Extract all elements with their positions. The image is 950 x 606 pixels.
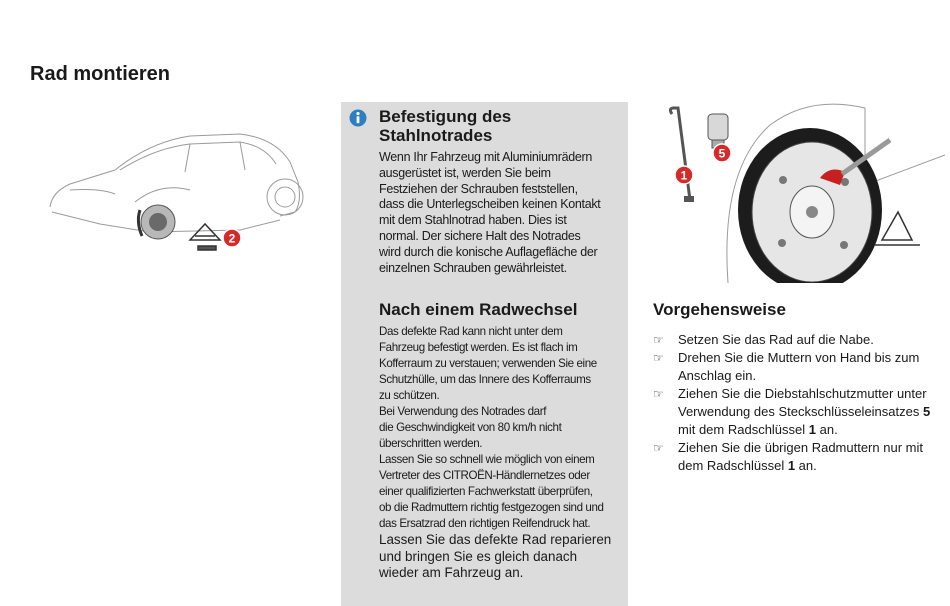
callout-5-label: 5 [718, 146, 726, 161]
text-line: einer qualifizierten Fachwerkstatt überprüfen, [379, 485, 593, 498]
after-wheel-change-text [379, 324, 624, 532]
text-line: und bringen Sie es gleich danach [379, 548, 578, 564]
text-line: Festziehen der Schrauben feststellen, [379, 181, 578, 196]
text-line: Lassen Sie so schnell wie möglich von einem [379, 453, 595, 466]
callout-1 [675, 166, 693, 184]
step-ref-wrench: 1 [808, 422, 817, 437]
text-line: normal. Der sichere Halt des Notrades [379, 228, 581, 243]
pointing-hand-icon: ☞ [653, 441, 664, 455]
text-line: das Ersatzrad den richtigen Reifendruck hat. [379, 517, 591, 530]
step-text: mit dem Radschlüssel [678, 422, 809, 437]
text-line: Wenn Ihr Fahrzeug mit Aluminiumrädern [379, 150, 593, 164]
text-line: dass die Unterlegscheiben keinen Kontakt [379, 197, 601, 212]
spare-wheel-drawing [738, 128, 882, 283]
text-line: die Geschwindigkeit von 80 km/h nicht [379, 421, 562, 434]
pointing-hand-icon: ☞ [653, 333, 664, 347]
procedure-step [653, 385, 945, 439]
callout-1-label: 1 [680, 168, 688, 183]
procedure-step [653, 439, 945, 475]
step-ref-socket: 5 [922, 404, 931, 419]
pointing-hand-icon: ☞ [653, 387, 664, 401]
step-text: an. [816, 422, 838, 437]
steel-spare-heading-line2: Stahlnotrades [379, 126, 493, 145]
step-text: an. [795, 458, 817, 473]
step-text: Drehen Sie die Muttern von Hand bis zum Anschlag ein. [678, 350, 920, 383]
page-title: Rad montieren [30, 63, 171, 85]
text-line: wieder am Fahrzeug an. [379, 565, 524, 580]
text-line: überschritten werden. [379, 437, 483, 450]
text-line: Das defekte Rad kann nicht unter dem [379, 325, 563, 338]
info-icon [349, 109, 367, 127]
steel-spare-heading-line1: Befestigung des [379, 107, 512, 126]
text-line: Fahrzeug befestigt werden. Es ist flach im [379, 341, 578, 354]
text-line: ausgerüstet ist, werden Sie beim [379, 165, 551, 180]
repair-note-text [379, 532, 624, 582]
socket-drawing [708, 114, 728, 148]
callout-2 [223, 229, 241, 247]
steel-spare-text [379, 150, 624, 276]
steel-spare-heading [379, 107, 619, 145]
procedure-heading: Vorgehensweise [653, 300, 786, 319]
jack-drawing [190, 224, 220, 250]
text-line: Lassen Sie das defekte Rad reparieren [379, 532, 612, 547]
text-line: ob die Radmuttern richtig festgezogen sind und [379, 501, 604, 514]
callout-5 [713, 144, 731, 162]
wheel-hub-drawing [138, 205, 175, 239]
text-line: Vertreter des CITROËN-Händlernetzes oder [379, 469, 590, 482]
step-ref-wrench: 1 [787, 458, 796, 473]
text-line: Kofferraum zu verstauen; verwenden Sie eine [379, 357, 597, 370]
text-line: mit dem Stahlnotrad haben. Dies ist [379, 213, 567, 228]
step-text: Ziehen Sie die übrigen Radmuttern nur mit dem Radschlüssel [678, 440, 923, 473]
text-line: wird durch die konische Auflagefläche der [379, 244, 598, 259]
car-jack-illustration [40, 112, 310, 262]
text-line: Bei Verwendung des Notrades darf [379, 405, 547, 418]
step-text: Setzen Sie das Rad auf die Nabe. [678, 332, 874, 347]
procedure-step [653, 349, 945, 385]
text-line: Schutzhülle, um das Innere des Kofferraums [379, 373, 591, 386]
text-line: zu schützen. [379, 389, 440, 402]
after-wheel-change-heading: Nach einem Radwechsel [379, 300, 578, 319]
procedure-step [653, 331, 945, 349]
wheel-wrench-illustration [650, 100, 945, 283]
procedure-steps [653, 331, 945, 475]
step-text: Ziehen Sie die Diebstahlschutzmutter unter Verwendung des Steckschlüsseleinsatzes [678, 386, 927, 419]
pointing-hand-icon: ☞ [653, 351, 664, 365]
text-line: einzelnen Schrauben gewährleistet. [379, 260, 567, 275]
callout-2-label: 2 [228, 231, 236, 246]
